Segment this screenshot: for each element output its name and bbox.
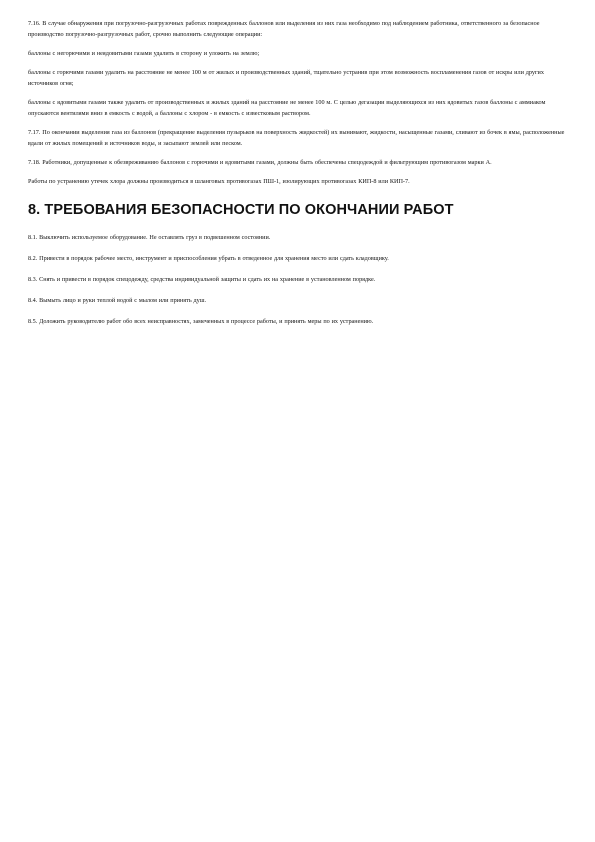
paragraph-7-17: 7.17. По окончании выделения газа из баллонов (прекращение выделения пузырьков на поверхность жидкостей) их вынимают, жидкости, насыщенные газами, сливают из бочек в ямы, расположенные вдали от жилых помещений и источников воды, и засыпают землей или песком. [28,129,565,147]
list-item-8-3: 8.3. Снять и привести в порядок спецодежду, средства индивидуальной защиты и сдать их на хранение в установленном порядке. [28,276,376,283]
list-item-8-2: 8.2. Привести в порядок рабочее место, инструмент и приспособления убрать в отведенное для хранения место или сдать кладовщику. [28,255,389,262]
paragraph-chlorine-leaks: Работы по устранению утечек хлора должны производиться в шланговых противогазах ПШ-1, изолирующих противогазах КИП-8 или КИП-7. [28,178,410,185]
list-item-8-5: 8.5. Доложить руководителю работ обо всех неисправностях, замеченных в процессе работы, и принять меры по их устранению. [28,318,374,325]
list-item-8-1: 8.1. Выключить используемое оборудование. Не оставлять груз в подвешенном состоянии. [28,234,271,241]
paragraph-flammable-gases: баллоны с горючими газами удалить на расстояние не менее 100 м от жилых и производственных зданий, тщательно устранив при этом возможность воспламенения газов от искры или других источников огня; [28,69,544,87]
paragraph-7-16: 7.16. В случае обнаружения при погрузочно-разгрузочных работах поврежденных баллонов или выделения из них газа необходимо под наблюдением работника, ответственного за безопасное производство погрузочно-разгрузочных работ, срочно выполнить следующие операции: [28,20,540,38]
list-item-8-4: 8.4. Вымыть лицо и руки теплой водой с мылом или принять душ. [28,297,207,304]
paragraph-toxic-gases: баллоны с ядовитыми газами также удалить от производственных и жилых зданий на расстояние не менее 100 м. С целью дегазации выделяющихся из них ядовитых газов баллоны с аммиаком опускаются вентилями вниз в емкость с водой, а баллоны с хлором - в емкость с известковым раствором. [28,99,546,117]
paragraph-nonflammable-gases: баллоны с негорючими и неядовитыми газами удалить в сторону и уложить на землю; [28,50,260,57]
section-8-heading: 8. ТРЕБОВАНИЯ БЕЗОПАСНОСТИ ПО ОКОНЧАНИИ РАБОТ [28,202,454,218]
paragraph-7-18: 7.18. Работники, допущенные к обезвреживанию баллонов с горючими и ядовитыми газами, должны быть обеспечены спецодеждой и фильтрующим противогазом марки А. [28,159,492,166]
